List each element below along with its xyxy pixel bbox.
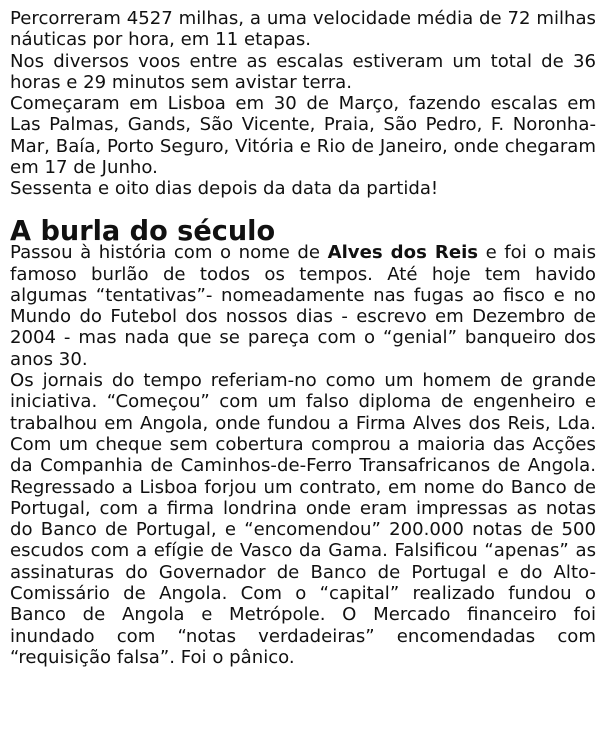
section-paragraph-story: Os jornais do tempo referiam-no como um homem de grande iniciativa. “Começou” com um falso diploma de engenheiro e trabalhou em Angola, onde fundou a Firma Alves dos Reis, Lda. Com um cheque sem cobertura comprou a maioria das Acções da Companhia de Caminhos-de-Ferro Transafricanos de Angola. Regressado a Lisboa forjou um contrato, em nome do Banco de Portugal, com a firma londrina onde eram impressas as notas do Banco de Portugal, e “encomendou” 200.000 notas de 500 escudos com a efígie de Vasco da Gama. Falsificou “apenas” as assinaturas do Governador de Banco de Portugal e do Alto-Comissário de Angola. Com o “capital” realizado fundou o Banco de Angola e Metrópole. O Mercado financeiro foi inundado com “notas verdadeiras” encomendadas com “requisição falsa”. Foi o pânico.	[10, 370, 596, 668]
document-page	[10, 8, 596, 668]
intro-paragraph-flight-hours: Nos diversos voos entre as escalas estiveram um total de 36 horas e 29 minutos sem avistar terra.	[10, 50, 596, 93]
section-paragraph-intro	[10, 242, 596, 370]
intro-paragraph-duration: Sessenta e oito dias depois da data da partida!	[10, 178, 439, 200]
section-heading: A burla do século	[10, 215, 276, 247]
intro-paragraph-route: Começaram em Lisboa em 30 de Março, fazendo escalas em Las Palmas, Gands, São Vicente, Praia, São Pedro, F. Noronha-Mar, Baía, Porto Seguro, Vitória e Rio de Janeiro, onde chegaram em 17 de Junho.	[10, 93, 596, 179]
intro-paragraph-distance: Percorreram 4527 milhas, a uma velocidade média de 72 milhas náuticas por hora, em 11 etapas.	[10, 8, 596, 51]
highlighted-name: Alves dos Reis	[327, 242, 479, 264]
paragraph-text-after: e foi o mais famoso burlão de todos os tempos. Até hoje tem havido algumas “tentativas”- nomeadamente nas fugas ao fisco e no Mundo do Futebol dos nossos dias - escrevo em Dezembro de 2004 - mas nada que se pareça com o “genial” banqueiro dos anos 30.	[10, 242, 597, 370]
paragraph-text-before: Passou à história com o nome de	[10, 242, 328, 264]
